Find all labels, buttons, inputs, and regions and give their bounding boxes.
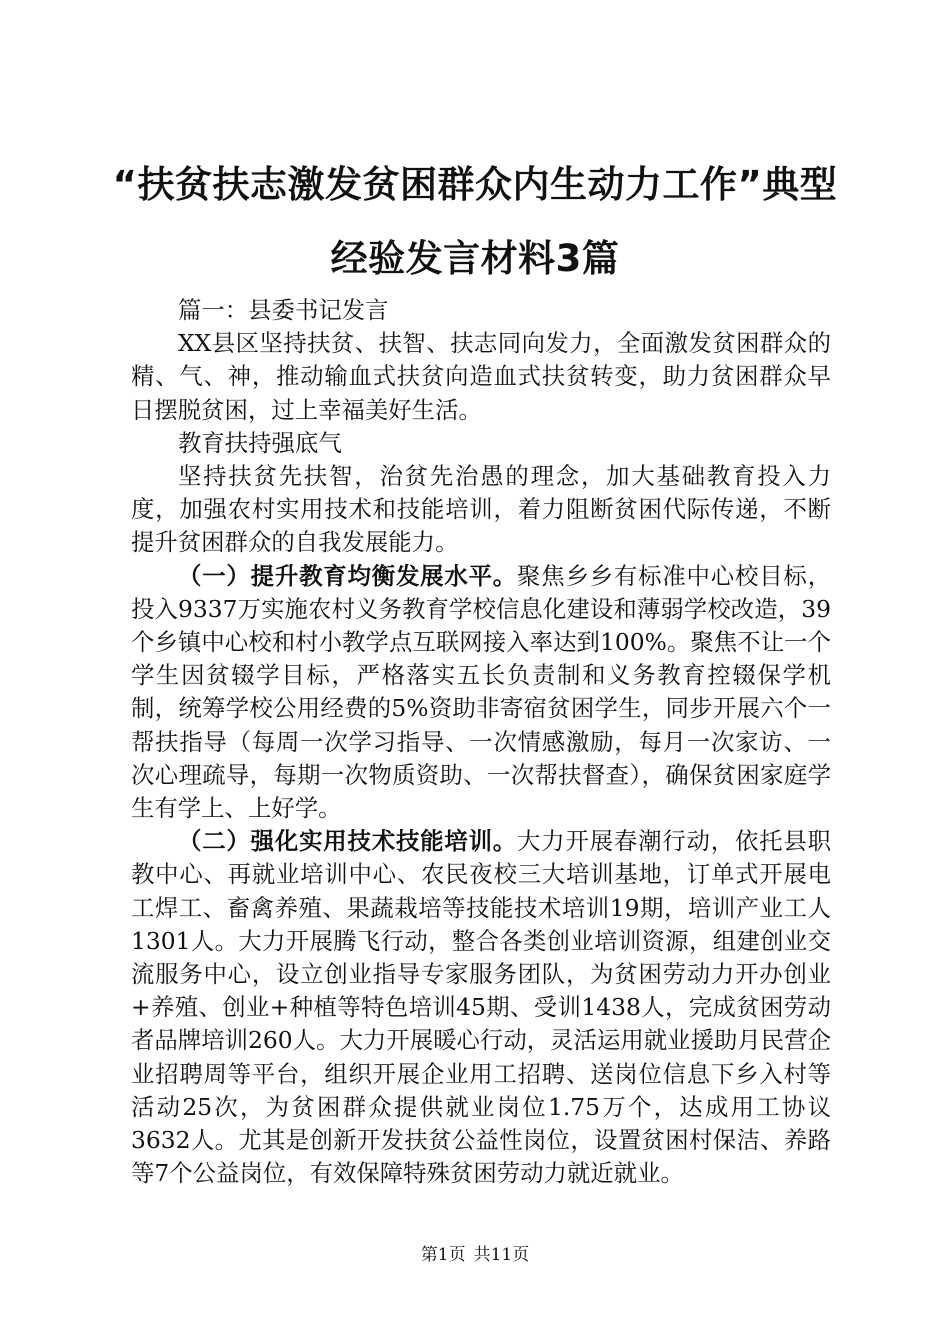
title-line-1: “扶贫扶志激发贫困群众内生动力工作”典型 [112,163,838,206]
page-total: 共11页 [473,1245,530,1265]
paragraph-1: 坚持扶贫先扶智，治贫先治愚的理念，加大基础教育投入力度，加强农村实用技术和技能培训，着力阻断贫困代际传递，不断提升贫困群众的自我发展能力。 [131,462,831,557]
item-2-heading: （二）强化实用技术技能培训。 [178,827,518,856]
item-2-text: 大力开展春潮行动，依托县职教中心、再就业培训中心、农民夜校三大培训基地，订单式开展电工焊工、畜禽养殖、果蔬栽培等技能技术培训19期，培训产业工人1301人。大力开展腾飞行动，整合各类创业培训资源，组建创业交流服务中心，设立创业指导专家服务团队，为贫困劳动力开办创业+养殖、创业+种植等特色培训45期、受训1438人，完成贫困劳动者品牌培训260人。大力开展暖心行动，灵活运用就业援助月民营企业招聘周等平台，组织开展企业用工招聘、送岗位信息下乡入村等活动25次，为贫困群众提供就业岗位1.75万个，达成用工协议3632人。尤其是创新开发扶贫公益性岗位，设置贫困村保洁、养路等7个公益岗位，有效保障特殊贫困劳动力就近就业。 [131,827,832,1188]
intro-paragraph: XX县区坚持扶贫、扶智、扶志同向发力，全面激发贫困群众的精、气、神，推动输血式扶贫向造血式扶贫转变，助力贫困群众早日摆脱贫困，过上幸福美好生活。 [131,329,831,424]
document-body [131,294,831,1190]
title-line-2: 经验发言材料3篇 [330,237,620,280]
item-2 [131,825,831,1190]
item-1 [131,560,831,826]
item-1-text: 聚焦乡乡有标准中心校目标，投入9337万实施农村义务教育学校信息化建设和薄弱学校改造，39个乡镇中心校和村小教学点互联网接入率达到100%。聚焦不让一个学生因贫辍学目标，严格落实五长负责制和义务教育控辍保学机制，统筹学校公用经费的5%资助非寄宿贫困学生，同步开展六个一帮扶指导（每周一次学习指导、一次情感激励，每月一次家访、一次心理疏导，每期一次物质资助、一次帮扶督查），确保贫困家庭学生有学上、上好学。 [131,561,832,823]
item-1-heading: （一）提升教育均衡发展水平。 [178,561,518,590]
subheading: 教育扶持强底气 [178,428,342,457]
document-title [100,148,850,296]
page-footer [0,1240,950,1265]
page-number: 第1页 [420,1245,466,1265]
section-heading: 篇一：县委书记发言 [178,296,389,324]
